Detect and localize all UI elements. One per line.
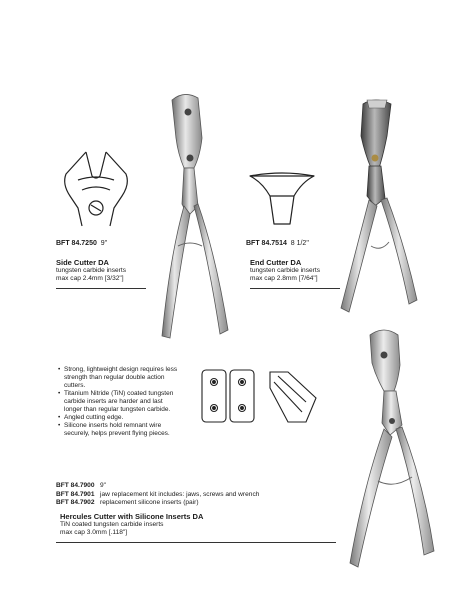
end-cutter-code: BFT 84.7514 — [246, 240, 287, 247]
hercules-line-2: max cap 3.0mm [.118"] — [60, 529, 128, 537]
end-cutter-rule — [250, 288, 340, 289]
hercules-code-3: BFT 84.7902 — [56, 499, 95, 507]
hercules-feature-2: • Titanium Nitride (TiN) coated tungsten carbide inserts are harder and last longer than regular tungsten carbide. — [58, 390, 178, 414]
side-cutter-line-2: max cap 2.4mm [3/32"] — [56, 275, 124, 283]
side-cutter-pliers-photo — [140, 86, 240, 346]
end-cutter-size: 8 1/2" — [290, 240, 309, 247]
hercules-code-2: BFT 84.7901 — [56, 490, 95, 498]
end-cutter-info — [250, 258, 345, 283]
end-cutter-code-line — [246, 240, 309, 247]
hercules-code-row — [56, 491, 259, 500]
end-cutter-line-2: max cap 2.8mm [7/64"] — [250, 275, 318, 283]
side-cutter-size: 9" — [100, 240, 108, 247]
end-cutter-title: End Cutter DA — [250, 258, 302, 267]
hercules-title: Hercules Cutter with Silicone Inserts DA — [60, 512, 204, 521]
side-cutter-jaw-drawing — [56, 150, 136, 236]
hercules-code-row — [56, 482, 259, 491]
side-cutter-code-line — [56, 240, 107, 247]
hercules-code-3-desc: replacement silicone inserts (pair) — [100, 499, 199, 507]
side-cutter-info — [56, 258, 151, 283]
hercules-code-1-desc: 9" — [100, 482, 107, 489]
hercules-feature-1: • Strong, lightweight design requires less strength than regular double action cutters. — [58, 366, 178, 390]
hercules-code-1: BFT 84.7900 — [56, 482, 95, 489]
side-cutter-title: Side Cutter DA — [56, 258, 109, 267]
side-cutter-line-1: tungsten carbide inserts — [56, 267, 127, 274]
hercules-rule — [56, 542, 336, 543]
hercules-line-1: TiN coated tungsten carbide inserts — [60, 521, 164, 528]
hercules-code-row — [56, 499, 259, 508]
side-cutter-code: BFT 84.7250 — [56, 240, 97, 247]
hercules-feature-4: • Silicone inserts hold remnant wire securely, helps prevent flying pieces. — [58, 422, 178, 438]
hercules-cutter-pliers-photo — [340, 325, 450, 575]
hercules-info — [60, 512, 290, 537]
hercules-code-2-desc: jaw replacement kit includes: jaws, screws and wrench — [100, 490, 260, 498]
hercules-feature-list — [58, 366, 178, 438]
hercules-code-table — [56, 482, 259, 508]
hercules-insert-drawing — [198, 368, 322, 426]
end-cutter-jaw-drawing — [246, 172, 318, 228]
hercules-feature-3: • Angled cutting edge. — [58, 414, 178, 422]
side-cutter-rule — [56, 288, 146, 289]
end-cutter-line-1: tungsten carbide inserts — [250, 267, 321, 274]
